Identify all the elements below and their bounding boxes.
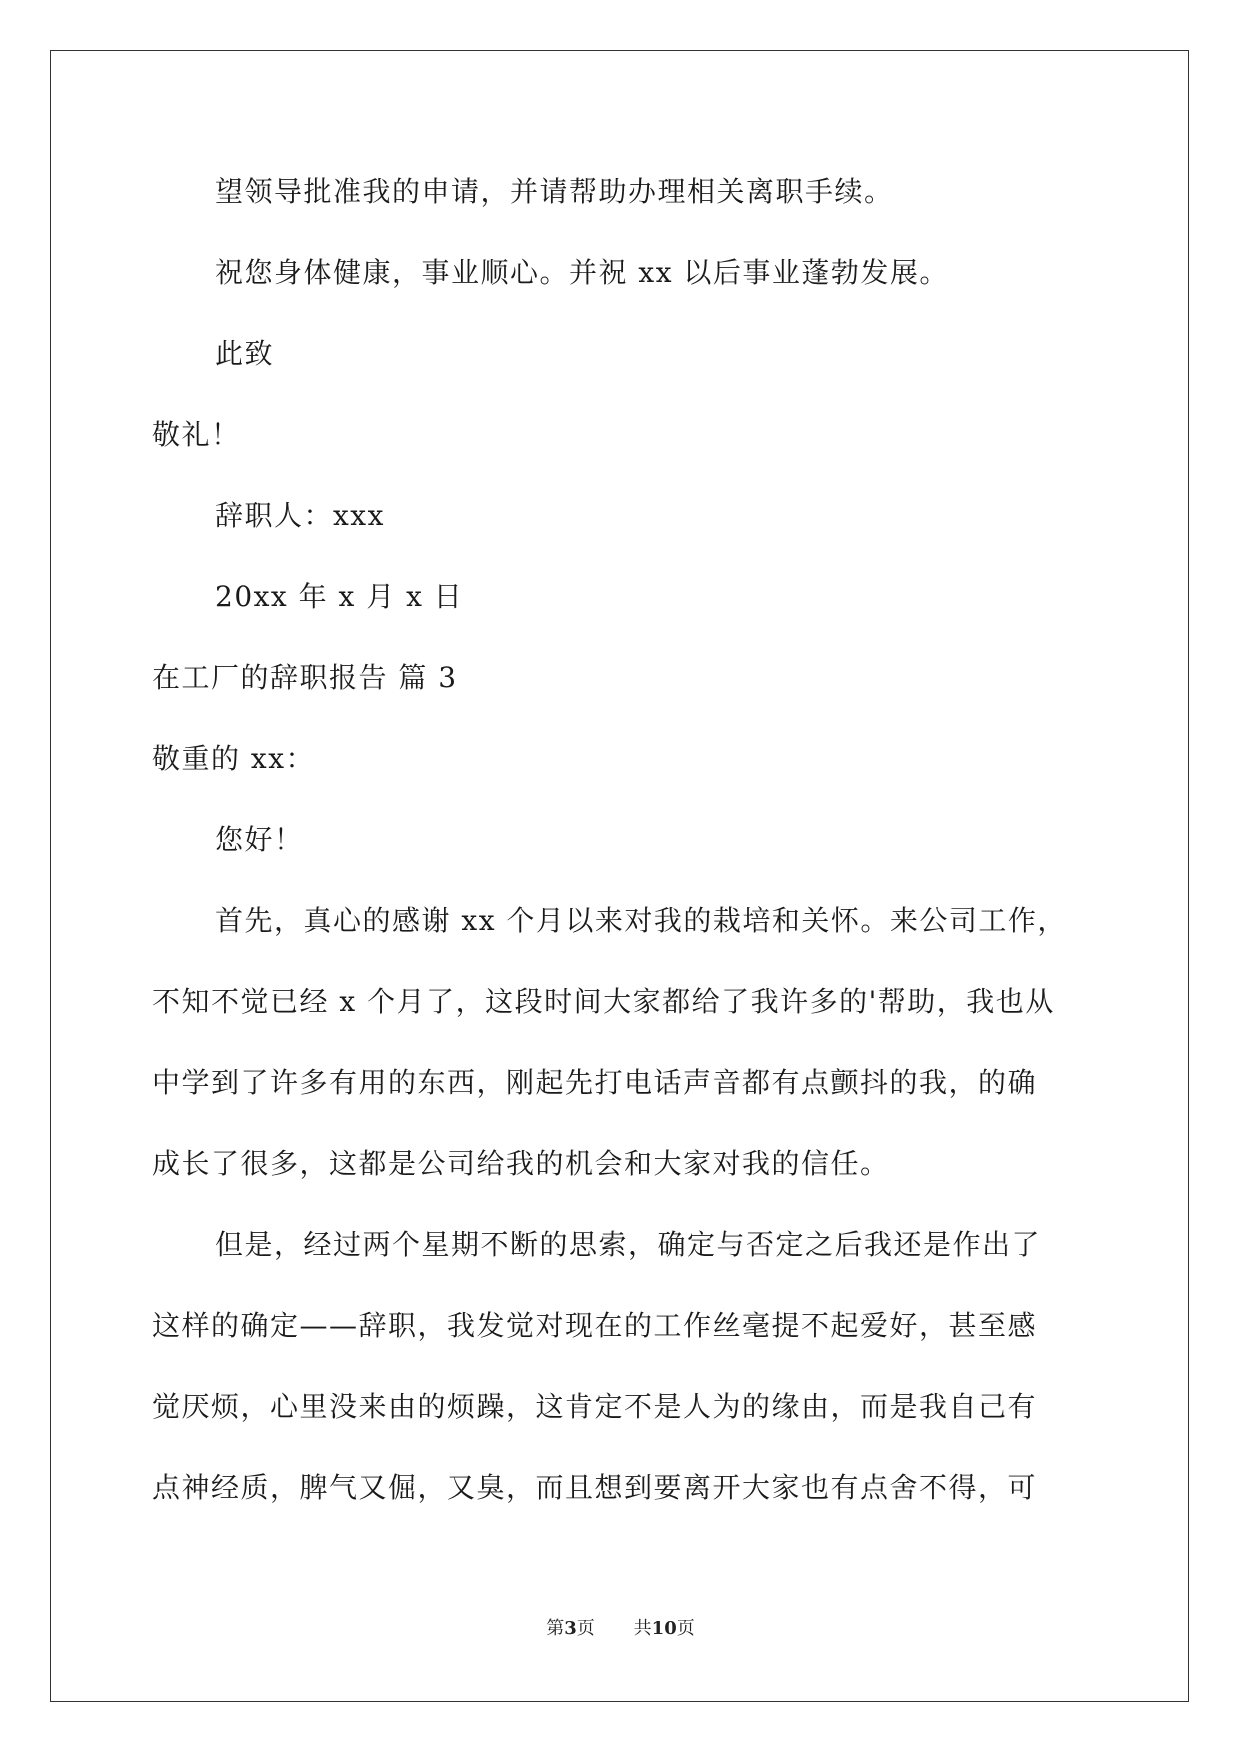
signature-date: 20xx 年 x 月 x 日 (215, 580, 464, 613)
paragraph-reason-line-3: 觉厌烦，心里没来由的烦躁，这肯定不是人为的缘由，而是我自己有 (152, 1390, 1038, 1423)
page-number-label: 第3页 (546, 1618, 595, 1639)
signature-resigner: 辞职人：xxx (215, 499, 385, 532)
paragraph-thanks-line-4: 成长了很多，这都是公司给我的机会和大家对我的信任。 (152, 1147, 890, 1180)
paragraph-reason-line-1: 但是，经过两个星期不断的思索，确定与否定之后我还是作出了 (215, 1228, 1042, 1261)
page-footer (0, 1618, 1241, 1640)
paragraph-approval-request: 望领导批准我的申请，并请帮助办理相关离职手续。 (215, 175, 894, 208)
closing-cizhi: 此致 (215, 337, 275, 370)
paragraph-reason-line-2: 这样的确定——辞职，我发觉对现在的工作丝毫提不起爱好，甚至感 (152, 1309, 1038, 1342)
paragraph-thanks-line-3: 中学到了许多有用的东西，刚起先打电话声音都有点颤抖的我，的确 (152, 1066, 1038, 1099)
greeting: 您好！ (215, 823, 304, 856)
section-heading: 在工厂的辞职报告 篇 3 (152, 661, 458, 694)
salutation: 敬重的 xx： (152, 742, 315, 775)
paragraph-wishes: 祝您身体健康，事业顺心。并祝 xx 以后事业蓬勃发展。 (215, 256, 949, 289)
page-total-label: 共10页 (633, 1618, 695, 1639)
paragraph-thanks-line-1: 首先，真心的感谢 xx 个月以来对我的栽培和关怀。来公司工作， (215, 904, 1067, 937)
closing-jingli: 敬礼！ (152, 418, 241, 451)
page-border (50, 50, 1189, 1702)
paragraph-reason-line-4: 点神经质，脾气又倔，又臭，而且想到要离开大家也有点舍不得，可 (152, 1471, 1038, 1504)
paragraph-thanks-line-2: 不知不觉已经 x 个月了，这段时间大家都给了我许多的'帮助，我也从 (152, 985, 1055, 1018)
